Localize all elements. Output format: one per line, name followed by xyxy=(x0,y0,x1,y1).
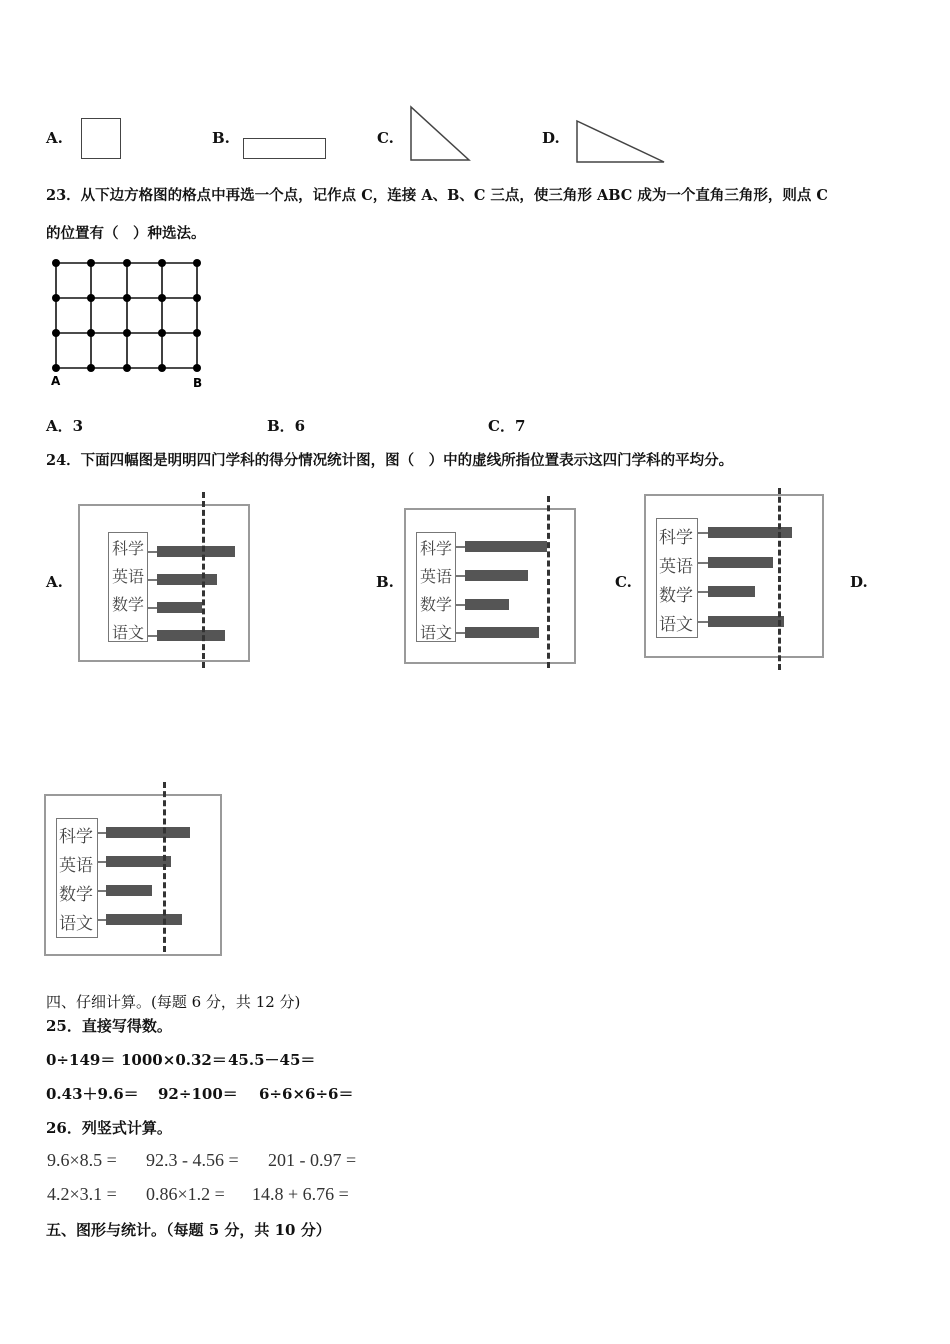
bar-tick xyxy=(148,607,157,609)
subject-label: 英语 xyxy=(112,567,145,586)
q22-option-d-label: D. xyxy=(542,129,560,147)
average-dashed-line xyxy=(202,492,205,668)
q26-item: 14.8 + 6.76 = xyxy=(252,1184,349,1204)
q25-item: 92÷100＝ xyxy=(158,1085,238,1103)
grid-label-a: A xyxy=(51,374,61,388)
bar-tick xyxy=(698,621,708,623)
q25-item: 6÷6×6÷6＝ xyxy=(259,1085,354,1103)
section5-title: 五、图形与统计。（每题 5 分，共 10 分） xyxy=(46,1221,331,1239)
bar-tick xyxy=(148,551,157,553)
score-bar xyxy=(708,557,773,568)
q24-chart-d xyxy=(44,782,224,958)
bar-tick xyxy=(148,635,157,637)
bar-tick xyxy=(98,919,106,921)
subject-label: 科学 xyxy=(112,539,145,558)
q24-option-c-label: C. xyxy=(615,573,632,591)
subject-label: 语文 xyxy=(420,623,453,642)
subject-label: 数学 xyxy=(112,595,145,614)
q24-option-a-label: A. xyxy=(46,573,63,591)
q22-triangle-wide-shape xyxy=(572,118,668,166)
bar-tick xyxy=(98,861,106,863)
q25-item: 0÷149＝ xyxy=(46,1051,116,1069)
subject-label: 英语 xyxy=(420,567,453,586)
score-bar xyxy=(106,885,152,896)
q22-rectangle-shape xyxy=(243,138,326,159)
q26-item: 0.86×1.2 = xyxy=(146,1184,225,1204)
q25-item: 0.43＋9.6＝ xyxy=(46,1085,139,1103)
subject-label: 数学 xyxy=(659,586,693,606)
q25-item: 1000×0.32＝ xyxy=(121,1051,227,1069)
score-bar xyxy=(106,914,182,925)
q26-item: 4.2×3.1 = xyxy=(47,1184,117,1204)
q25-title: 25．直接写得数。 xyxy=(46,1017,172,1035)
average-dashed-line xyxy=(163,782,166,952)
score-bar xyxy=(708,586,755,597)
subject-label: 语文 xyxy=(659,615,693,635)
section4-title: 四、仔细计算。(每题 6 分，共 12 分) xyxy=(46,993,301,1011)
score-bar xyxy=(157,546,235,557)
bar-tick xyxy=(148,579,157,581)
bar-tick xyxy=(456,604,465,606)
average-dashed-line xyxy=(547,496,550,668)
bar-tick xyxy=(698,532,708,534)
subject-label: 英语 xyxy=(59,856,93,876)
subject-label: 数学 xyxy=(420,595,453,614)
bar-tick xyxy=(456,632,465,634)
q22-option-a-label: A. xyxy=(46,129,63,147)
q26-item: 201 - 0.97 = xyxy=(268,1150,357,1170)
score-bar xyxy=(106,827,190,838)
q23-option-c: C．7 xyxy=(488,417,526,435)
q24-option-d-label: D. xyxy=(850,573,868,591)
score-bar xyxy=(157,574,217,585)
q24-question: 24．下面四幅图是明明四门学科的得分情况统计图，图（ ）中的虚线所指位置表示这四门学科的平均分。 xyxy=(46,452,734,469)
bar-tick xyxy=(456,546,465,548)
subject-label: 语文 xyxy=(112,623,145,642)
score-bar xyxy=(465,570,528,581)
score-bar xyxy=(708,616,784,627)
q23-option-a: A．3 xyxy=(46,417,84,435)
score-bar xyxy=(465,599,509,610)
score-bar xyxy=(106,856,171,867)
average-dashed-line xyxy=(778,488,781,670)
q23-option-b: B．6 xyxy=(267,417,306,435)
score-bar xyxy=(157,602,202,613)
bar-tick xyxy=(456,575,465,577)
score-bar xyxy=(465,541,547,552)
q23-question-line2: 的位置有（ ）种选法。 xyxy=(46,225,206,242)
q24-chart-b xyxy=(404,492,576,668)
score-bar xyxy=(157,630,225,641)
subject-label: 英语 xyxy=(659,557,693,577)
q24-chart-c xyxy=(644,488,826,670)
q22-option-c-label: C. xyxy=(377,129,394,147)
bar-tick xyxy=(98,832,106,834)
q24-chart-a xyxy=(78,492,250,668)
q24-option-b-label: B. xyxy=(376,573,394,591)
bar-tick xyxy=(698,591,708,593)
q23-dot-grid xyxy=(48,256,213,391)
q26-item: 92.3 - 4.56 = xyxy=(146,1150,239,1170)
subject-label: 语文 xyxy=(59,914,93,934)
subject-label: 科学 xyxy=(659,528,693,548)
bar-tick xyxy=(98,890,106,892)
subject-label: 科学 xyxy=(59,827,93,847)
subject-label: 科学 xyxy=(420,539,453,558)
q22-square-shape xyxy=(81,118,121,159)
q22-option-b-label: B. xyxy=(212,129,230,147)
bar-tick xyxy=(698,562,708,564)
q26-item: 9.6×8.5 = xyxy=(47,1150,117,1170)
grid-label-b: B xyxy=(193,376,203,390)
grid-lines xyxy=(56,263,197,368)
q26-title: 26．列竖式计算。 xyxy=(46,1119,172,1137)
q22-triangle-tall-shape xyxy=(405,104,475,164)
q25-item: 45.5－45＝ xyxy=(228,1051,316,1069)
subject-label: 数学 xyxy=(59,885,93,905)
q23-question-line1: 23．从下边方格图的格点中再选一个点，记作点 C，连接 A、B、C 三点，使三角形 ABC 成为一个直角三角形，则点 C xyxy=(46,187,828,204)
score-bar xyxy=(465,627,539,638)
